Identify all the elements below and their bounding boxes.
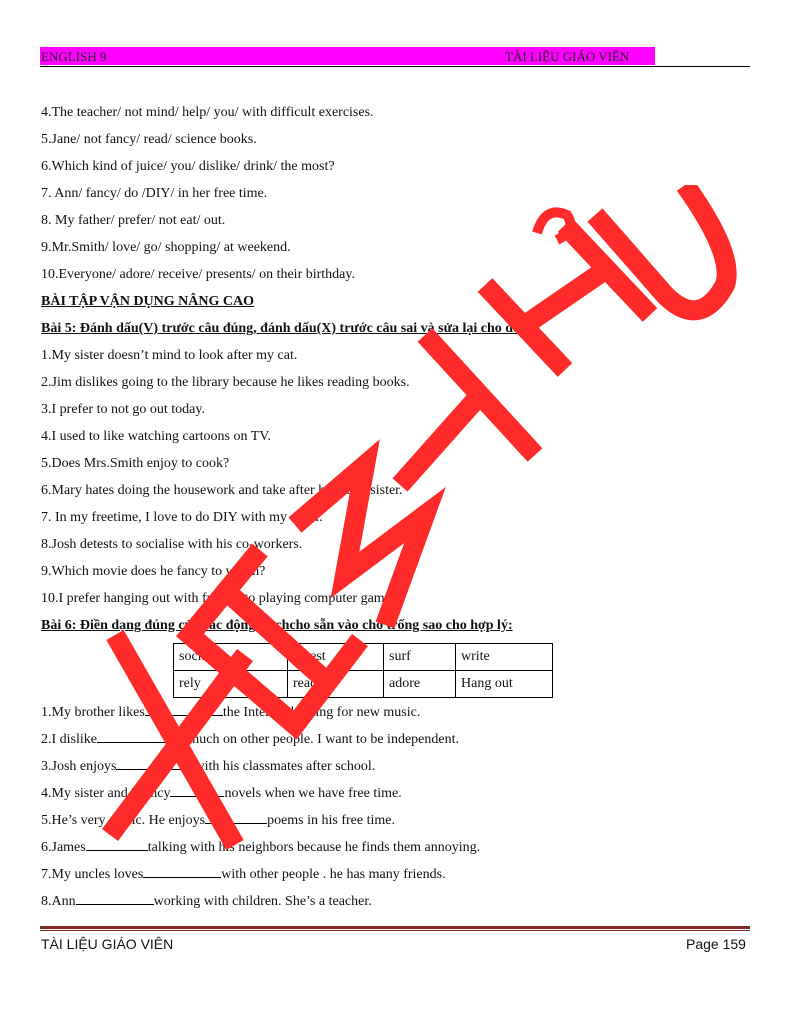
item-text-after: novels when we have free time. [224, 786, 402, 801]
exercise-5-item: 4.I used to like watching cartoons on TV. [41, 429, 272, 444]
exercise-5-item: 3.I prefer to not go out today. [41, 402, 205, 417]
item-text-after: with his classmates after school. [194, 759, 376, 774]
exercise-6-item [41, 784, 402, 802]
section-title: BÀI TẬP VẬN DỤNG NÂNG CAO [41, 294, 255, 309]
exercise-line: 8. My father/ prefer/ not eat/ out. [41, 213, 226, 228]
exercise-line: 9.Mr.Smith/ love/ go/ shopping/ at weekend. [41, 240, 291, 255]
item-text-before: 6.James [41, 840, 86, 855]
exercise-6-item [41, 892, 372, 910]
word-box-row [174, 671, 553, 698]
header-doc-type: TÀI LIỆU GIÁO VIÊN [505, 49, 630, 64]
page-number: Page 159 [686, 936, 746, 952]
word-cell: rely [174, 671, 288, 698]
item-text-before: 1.My brother likes [41, 705, 145, 720]
exercise-line: 4.The teacher/ not mind/ help/ you/ with difficult exercises. [41, 105, 374, 120]
word-box-row [174, 644, 553, 671]
header-divider [40, 66, 750, 67]
item-text-before: 8.Ann [41, 894, 76, 909]
watermark-letter-t-top [425, 335, 535, 455]
answer-blank[interactable] [76, 892, 154, 905]
answer-blank[interactable] [205, 811, 267, 824]
item-text-before: 5.He’s very artitic. He enjoys [41, 813, 206, 828]
answer-blank[interactable] [97, 730, 167, 743]
item-text-after: working with children. She’s a teacher. [153, 894, 372, 909]
exercise-5-item: 7. In my freetime, I love to do DIY with my sister. [41, 510, 323, 525]
exercise-5-item: 2.Jim dislikes going to the library because he likes reading books. [41, 375, 410, 390]
exercise-5-item: 5.Does Mrs.Smith enjoy to cook? [41, 456, 230, 471]
watermark-xem-thu [95, 185, 745, 885]
watermark-letter-t-stem [400, 395, 480, 485]
watermark-hook-accent [537, 212, 570, 240]
word-cell: detest [288, 644, 384, 671]
footer-divider-thin [40, 930, 750, 931]
exercise-6-item [41, 730, 459, 748]
header-subject: ENGLISH 9 [41, 49, 107, 64]
answer-blank[interactable] [143, 865, 221, 878]
exercise-6-item [41, 811, 395, 829]
exercise-5-title: Bài 5: Đánh dấu(V) trước câu đúng, đánh dấu(X) trước câu sai và sửa lại cho đúng: [41, 321, 541, 336]
word-cell: write [456, 644, 553, 671]
item-text-before: 4.My sister and I fancy [41, 786, 171, 801]
item-text-before: 2.I dislike [41, 732, 97, 747]
answer-blank[interactable] [170, 784, 224, 797]
footer-divider [40, 926, 750, 929]
exercise-5-item: 6.Mary hates doing the housework and take after her baby sister. [41, 483, 403, 498]
footer-doc-type: TÀI LIỆU GIÁO VIÊN [41, 936, 174, 952]
exercise-6-item [41, 838, 480, 856]
exercise-line: 6.Which kind of juice/ you/ dislike/ drink/ the most? [41, 159, 335, 174]
word-cell: surf [384, 644, 456, 671]
exercise-5-item: 1.My sister doesn’t mind to look after my cat. [41, 348, 298, 363]
item-text-after: poems in his free time. [267, 813, 395, 828]
exercise-line: 10.Everyone/ adore/ receive/ presents/ on their birthday. [41, 267, 355, 282]
word-cell: Hang out [456, 671, 553, 698]
word-box [173, 643, 553, 698]
exercise-6-item [41, 865, 446, 883]
word-cell: socialize [174, 644, 288, 671]
item-text-after: talking with his neighbors because he finds them annoying. [147, 840, 481, 855]
watermark-letter-u [595, 185, 727, 310]
item-text-before: 7.My uncles loves [41, 867, 144, 882]
exercise-5-item: 10.I prefer hanging out with friends to playing computer games. [41, 591, 400, 606]
item-text-before: 3.Josh enjoys [41, 759, 117, 774]
item-text-after: the Internet looking for new music. [222, 705, 421, 720]
answer-blank[interactable] [116, 757, 194, 770]
item-text-after: with other people . he has many friends. [221, 867, 446, 882]
exercise-line: 5.Jane/ not fancy/ read/ science books. [41, 132, 257, 147]
item-text-after: too much on other people. I want to be independent. [167, 732, 459, 747]
exercise-6-item [41, 703, 420, 721]
exercise-6-title: Bài 6: Điền dạng đúng của các động từ chcho sẵn vào chỗ trống sao cho hợp lý: [41, 618, 513, 633]
answer-blank[interactable] [145, 703, 223, 716]
word-cell: adore [384, 671, 456, 698]
exercise-6-item [41, 757, 375, 775]
word-cell: read [288, 671, 384, 698]
exercise-line: 7. Ann/ fancy/ do /DIY/ in her free time. [41, 186, 268, 201]
exercise-5-item: 8.Josh detests to socialise with his co-workers. [41, 537, 303, 552]
answer-blank[interactable] [86, 838, 148, 851]
exercise-5-item: 9.Which movie does he fancy to watch? [41, 564, 266, 579]
watermark-letter-h-bar [525, 270, 605, 325]
watermark-letter-h-right [565, 225, 650, 315]
